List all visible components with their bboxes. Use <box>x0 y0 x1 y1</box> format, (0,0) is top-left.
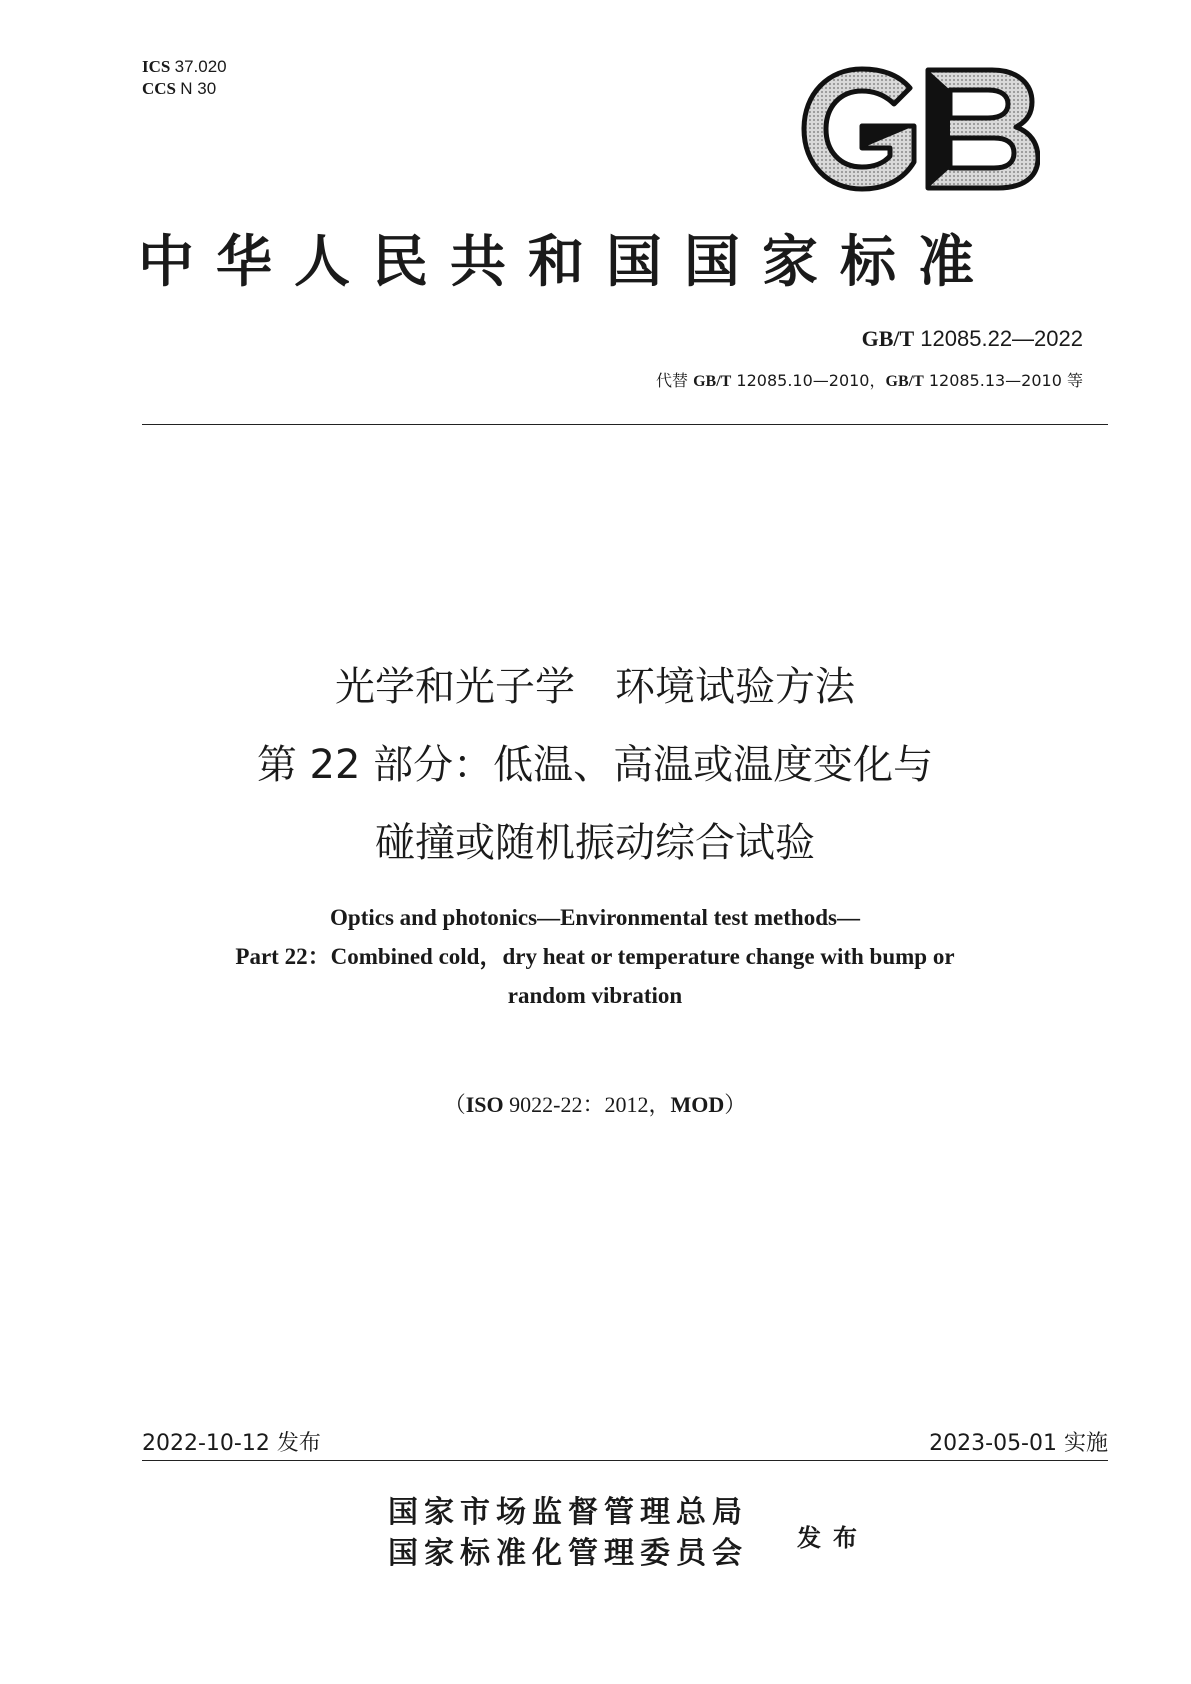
classification-codes <box>142 56 227 100</box>
issue-label: 发布 <box>797 1523 869 1552</box>
national-standard-heading: 中华人民共和国国家标准 <box>138 229 996 295</box>
publish-date: 2022-10-12 发布 <box>142 1431 321 1456</box>
header-divider <box>142 424 1108 425</box>
english-title-line-1: Optics and photonics—Environmental test methods— <box>330 905 860 930</box>
ccs-code: CCS N 30 <box>142 79 217 98</box>
gb-logo-icon <box>800 66 1040 192</box>
footer-divider <box>142 1460 1108 1461</box>
standard-number: GB/T 12085.22—2022 <box>861 326 1083 351</box>
chinese-title-line-2: 第 22 部分：低温、高温或温度变化与 <box>256 742 934 788</box>
iso-adoption: （ISO 9022-22：2012，MOD） <box>443 1092 747 1117</box>
issuing-authorities <box>388 1492 748 1574</box>
chinese-title-line-3: 碰撞或随机振动综合试验 <box>375 820 815 866</box>
ics-code: ICS 37.020 <box>142 57 227 76</box>
english-title-line-2: Part 22：Combined cold，dry heat or temperature change with bump or <box>235 944 955 969</box>
issuer-samr: 国家市场监督管理总局 <box>388 1495 748 1530</box>
implement-date: 2023-05-01 实施 <box>929 1431 1108 1456</box>
issuer-sac: 国家标准化管理委员会 <box>388 1536 748 1571</box>
english-title-line-3: random vibration <box>507 983 683 1008</box>
chinese-title-line-1: 光学和光子学 环境试验方法 <box>335 664 855 710</box>
english-title <box>95 898 1095 1015</box>
replaces-standards: 代替 GB/T 12085.10—2010，GB/T 12085.13—2010 等 <box>655 371 1083 390</box>
chinese-title <box>95 648 1095 882</box>
